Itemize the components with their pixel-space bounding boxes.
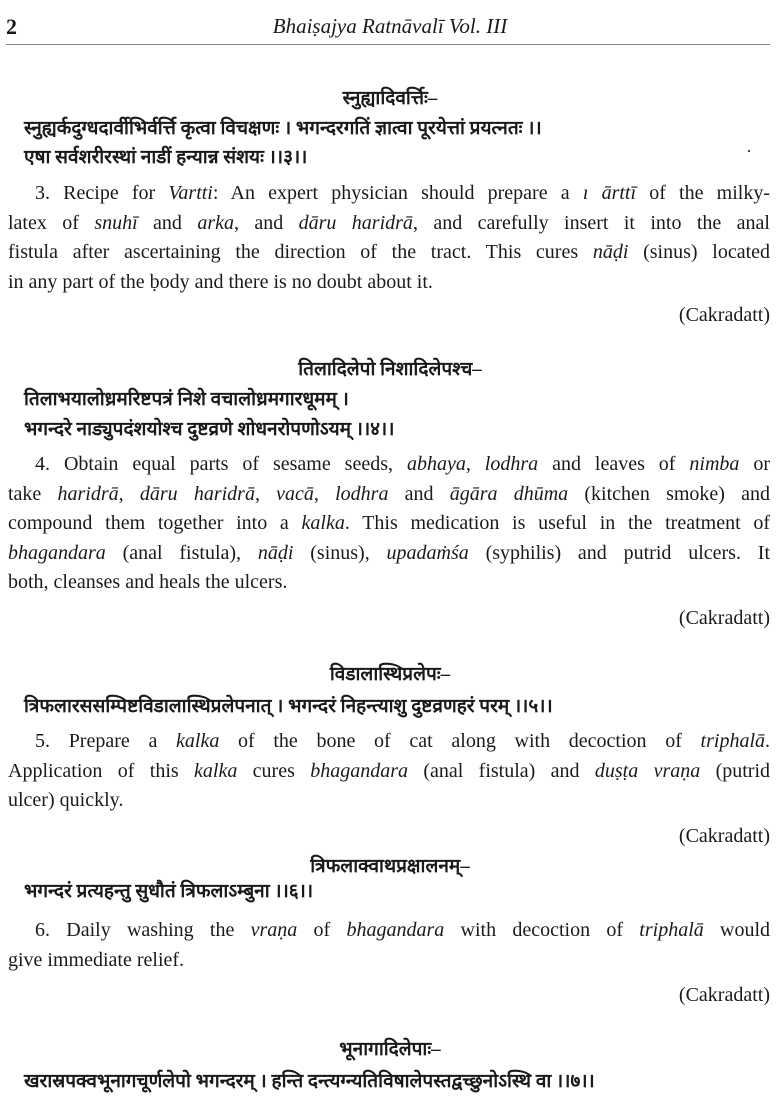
text-segment: latex of — [8, 211, 95, 234]
italic-term: triphalā — [700, 730, 765, 752]
italic-term: kalka — [194, 759, 238, 782]
text-segment: take — [8, 482, 58, 505]
source-citation: (Cakradatt) — [678, 607, 770, 629]
text-line — [8, 238, 770, 268]
translation-paragraph — [8, 727, 770, 816]
text-line — [8, 946, 770, 976]
text-segment: , — [465, 453, 485, 475]
text-segment: , and carefully insert it into the anal — [412, 211, 770, 234]
sanskrit-verse: स्नुह्यर्कदुग्धदार्वीभिर्वर्त्ति कृत्वा विचक्षणः । भगन्दरगतिं ज्ञात्वा पूरयेत्तां प्रयत्नतः ।। — [24, 118, 542, 139]
text-line — [8, 480, 770, 510]
italic-term: bhagandara — [8, 541, 106, 564]
text-segment: 3. Recipe for — [35, 182, 169, 204]
text-segment: , — [254, 482, 277, 505]
text-segment: both, cleanses and heals the ulcers. — [8, 571, 288, 593]
italic-term: ı ārttī — [582, 182, 637, 204]
text-line — [8, 757, 770, 787]
text-segment: , — [118, 482, 140, 505]
text-segment: compound them together into a — [8, 512, 302, 534]
italic-term: bhagandara — [310, 759, 409, 782]
italic-term: vraṇa — [250, 919, 298, 941]
sanskrit-verse: भगन्दरं प्रत्यहन्तु सुधौतं त्रिफलाऽम्बुना ।।६।। — [24, 881, 314, 902]
text-segment: give immediate relief. — [8, 948, 185, 971]
text-line — [8, 509, 770, 539]
sanskrit-verse: तिलाभयालोध्रमरिष्टपत्रं निशे वचालोध्रमगारधूमम् । — [24, 389, 349, 410]
scan-speck — [748, 150, 750, 152]
source-citation: (Cakradatt) — [678, 984, 770, 1006]
text-segment: and — [137, 211, 198, 234]
italic-term: duṣṭa vraṇa — [594, 759, 701, 782]
text-segment: and — [388, 482, 450, 505]
header-rule — [6, 44, 770, 45]
text-segment: 4. Obtain equal parts of sesame seeds, — [35, 453, 407, 475]
italic-term: Vartti — [168, 182, 213, 204]
text-segment: (anal fistula), — [105, 541, 258, 564]
text-segment: cures — [237, 759, 311, 782]
italic-term: nāḍi — [257, 541, 294, 564]
sanskrit-verse: भगन्दरे नाड्युपदंशयोश्च दुष्टव्रणे शोधनरोपणोऽयम् ।।४।। — [24, 419, 395, 440]
running-title: Bhaiṣajya Ratnāvalī Vol. III — [272, 14, 508, 38]
text-segment: (syphilis) and putrid ulcers. It — [468, 541, 770, 564]
text-segment: (sinus), — [293, 541, 387, 564]
translation-paragraph — [8, 916, 770, 975]
text-segment: and leaves of — [538, 453, 690, 475]
italic-term: dāru haridrā — [139, 482, 255, 505]
text-line — [8, 786, 770, 816]
text-segment: : An expert physician should prepare a — [212, 182, 583, 204]
text-segment: in any part of the ḅody and there is no doubt about it. — [8, 270, 433, 293]
text-segment: , — [313, 482, 336, 505]
sanskrit-verse: खरास्रपक्वभूनागचूर्णलेपो भगन्दरम् । हन्ति दन्त्यग्न्यतिविषालेपस्तद्वच्छुनोऽस्थि वा ।।७।। — [24, 1071, 595, 1092]
italic-term: upadaṁśa — [386, 541, 469, 564]
text-segment: of — [297, 919, 347, 941]
text-line — [8, 209, 770, 239]
sanskrit-verse: एषा सर्वशरीरस्थां नाडीं हन्यान्न संशयः ।।३।। — [24, 147, 308, 168]
text-segment: ulcer) quickly. — [8, 789, 124, 811]
italic-term: nāḍi — [592, 241, 629, 263]
text-segment: (anal fistula) and — [408, 759, 595, 782]
text-segment: (kitchen smoke) and — [568, 482, 771, 505]
italic-term: triphalā — [639, 919, 704, 941]
text-segment: 5. Prepare a — [35, 730, 177, 752]
translation-paragraph — [8, 179, 770, 297]
text-line — [8, 568, 770, 598]
text-segment: of the milky- — [636, 182, 771, 204]
text-segment: (sinus) located — [628, 241, 771, 263]
text-segment: of the bone of cat along with decoction of — [219, 730, 701, 752]
text-segment: would — [703, 919, 771, 941]
italic-term: arka — [197, 211, 234, 234]
page-number: 2 — [6, 14, 17, 39]
text-segment: or — [739, 453, 771, 475]
italic-term: abhaya — [406, 453, 466, 475]
text-segment: (putrid — [700, 759, 771, 782]
text-line — [8, 179, 770, 209]
italic-term: kalka — [176, 730, 220, 752]
sanskrit-verse: त्रिफलारससम्पिष्टविडालास्थिप्रलेपनात् । भगन्दरं निहन्त्याशु दुष्टव्रणहरं परम् ।।५।। — [24, 696, 553, 717]
text-segment: . This medication is useful in the treatment of — [344, 512, 771, 534]
sanskrit-heading: भूनागादिलेपाः– — [339, 1039, 441, 1060]
text-segment: fistula after ascertaining the direction of the tract. This cures — [8, 241, 593, 263]
italic-term: dāru haridrā — [298, 211, 413, 234]
sanskrit-heading: तिलादिलेपो निशादिलेपश्च– — [298, 359, 482, 380]
source-citation: (Cakradatt) — [678, 825, 770, 847]
sanskrit-heading: त्रिफलाक्वाथप्रक्षालनम्– — [310, 856, 470, 877]
italic-term: vacā — [276, 482, 314, 505]
sanskrit-heading: विडालास्थिप्रलेपः– — [329, 664, 451, 685]
italic-term: haridrā — [57, 482, 119, 505]
italic-term: snuhī — [94, 211, 138, 234]
italic-term: bhagandara — [346, 919, 445, 941]
text-segment: , and — [233, 211, 299, 234]
italic-term: lodhra — [335, 482, 389, 505]
translation-paragraph — [8, 450, 770, 598]
text-segment: 6. Daily washing the — [35, 919, 251, 941]
text-segment: . — [765, 730, 770, 752]
source-citation: (Cakradatt) — [678, 304, 770, 326]
italic-term: kalka — [301, 512, 345, 534]
text-line — [8, 916, 770, 946]
text-segment: with decoction of — [444, 919, 640, 941]
italic-term: āgāra dhūma — [449, 482, 569, 505]
text-line — [8, 450, 770, 480]
sanskrit-heading: स्नुह्यादिवर्त्तिः– — [342, 88, 438, 109]
text-line — [8, 539, 770, 569]
text-line — [8, 268, 770, 298]
text-segment: Application of this — [8, 759, 195, 782]
text-line — [8, 727, 770, 757]
italic-term: lodhra — [484, 453, 539, 475]
italic-term: nimba — [689, 453, 740, 475]
